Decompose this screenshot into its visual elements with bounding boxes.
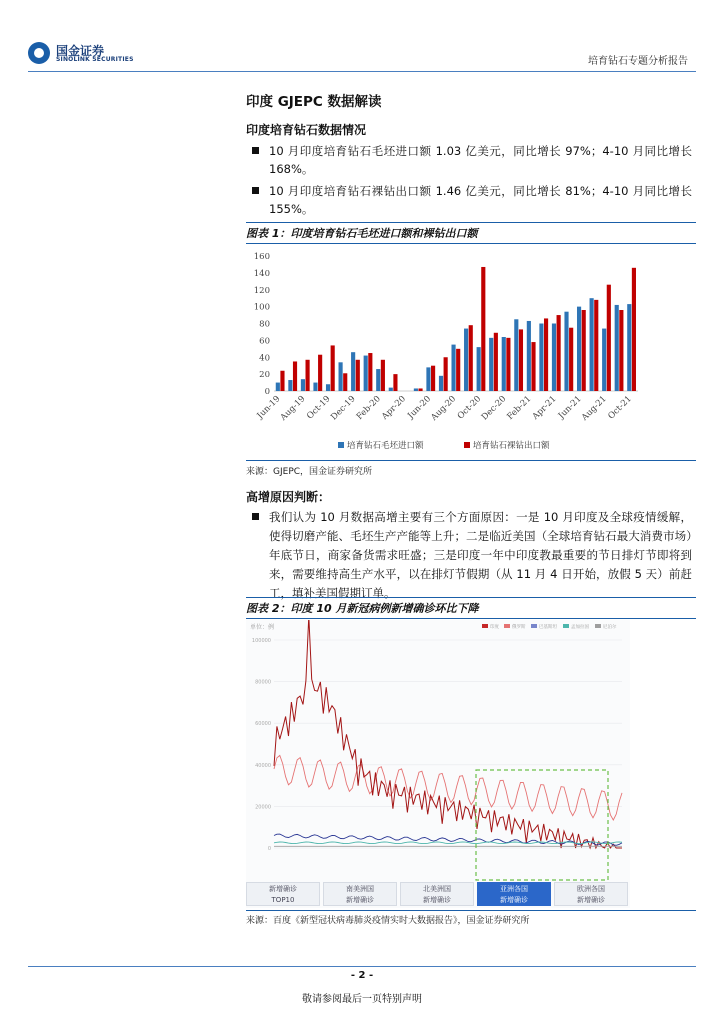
bar-polished-export	[569, 328, 573, 391]
x-tick-label: Feb-20	[354, 394, 383, 423]
legend-swatch	[338, 442, 344, 448]
logo-icon	[28, 42, 50, 64]
bullet-item: 我们认为 10 月数据高增主要有三个方面原因：一是 10 月印度及全球疫情缓解，使得切磨产能、毛坯生产产能等上升；二是临近美国（全球培育钻石最大消费市场）年底节日，商家备货需求旺盛；三是印度一年中印度教最重要的节日排灯节即将到来，需要维持高生产水平，以在排灯节假期（从 11 月 4 日开始，放假 5 天）前赶工，填补美国假期订单。	[246, 508, 692, 603]
bar-polished-export	[557, 315, 561, 391]
bar-rough-import	[439, 376, 443, 391]
bar-polished-export	[494, 333, 498, 391]
x-tick-label: Aug-21	[579, 394, 609, 423]
y-tick-label: 0	[267, 846, 271, 852]
bar-rough-import	[564, 312, 568, 391]
figure-bottom-rule	[246, 910, 696, 911]
bar-polished-export	[544, 318, 548, 391]
x-tick-label: Oct-19	[305, 394, 333, 422]
x-tick-label: Jun-20	[406, 394, 434, 421]
bar-rough-import	[514, 319, 518, 391]
tab-top10[interactable]: 新增确诊 TOP10	[246, 882, 320, 906]
report-title: 培育钻石专题分析报告	[588, 56, 688, 67]
company-logo	[28, 42, 138, 68]
bar-polished-export	[607, 285, 611, 391]
bar-polished-export	[280, 371, 284, 391]
legend-label: 孟加拉国	[571, 625, 589, 630]
figure-2-source: 来源：百度《新型冠状病毒肺炎疫情实时大数据报告》，国金证券研究所	[246, 916, 530, 926]
y-tick-label: 160	[253, 252, 270, 262]
bullet-square-icon	[252, 187, 259, 194]
bullet-square-icon	[252, 513, 259, 520]
bar-polished-export	[531, 342, 535, 391]
figure-2-title: 图表 2：印度 10 月新冠病例新增确诊环比下降	[246, 602, 479, 615]
highlight-box	[476, 770, 608, 880]
legend-swatch	[563, 624, 569, 628]
bar-rough-import	[451, 345, 455, 391]
bar-polished-export	[619, 310, 623, 391]
y-tick-label: 40	[259, 353, 270, 364]
bar-rough-import	[615, 305, 619, 391]
legend-label: 尼泊尔	[603, 625, 617, 630]
y-tick-label: 80	[259, 319, 270, 330]
bar-polished-export	[519, 329, 523, 391]
legend-label: 培育钻石裸钻出口额	[473, 441, 550, 451]
figure-top-rule	[246, 222, 696, 223]
bar-rough-import	[276, 383, 280, 391]
bar-rough-import	[426, 367, 430, 391]
x-tick-label: Apr-21	[530, 394, 559, 422]
subsection-title-reasons: 高增原因判断：	[246, 490, 331, 504]
legend-swatch	[464, 442, 470, 448]
x-tick-label: Dec-20	[479, 394, 509, 423]
bar-rough-import	[313, 383, 317, 391]
x-tick-label: Aug-19	[278, 394, 308, 423]
subsection-title-data: 印度培育钻石数据情况	[246, 123, 367, 137]
logo-text-en: SINOLINK SECURITIES	[56, 56, 134, 63]
bar-chart	[246, 246, 692, 458]
bar-rough-import	[477, 347, 481, 391]
bar-polished-export	[306, 360, 310, 391]
figure-top-rule	[246, 597, 696, 598]
x-tick-label: Jun-19	[255, 394, 283, 421]
bar-rough-import	[502, 337, 506, 391]
legend-label: 俄罗斯	[512, 625, 526, 630]
legend-label: 培育钻石毛坯进口额	[347, 441, 424, 451]
series-line-india	[274, 620, 622, 848]
bar-rough-import	[602, 329, 606, 391]
tab-asia[interactable]: 亚洲各国 新增确诊	[477, 882, 551, 906]
bar-polished-export	[331, 345, 335, 391]
bullet-square-icon	[252, 147, 259, 154]
bar-polished-export	[594, 300, 598, 391]
x-tick-label: Dec-19	[329, 394, 358, 423]
bar-rough-import	[339, 362, 343, 391]
logo-text-cn: 国金证券	[56, 44, 105, 58]
legend-swatch	[531, 624, 537, 628]
figure-1-source: 来源：GJEPC，国金证券研究所	[246, 467, 373, 477]
bar-rough-import	[577, 307, 581, 391]
page-number: - 2 -	[350, 970, 374, 981]
bar-polished-export	[418, 388, 422, 391]
legend-swatch	[595, 624, 601, 628]
y-tick-label: 80000	[255, 679, 271, 686]
region-tabs	[246, 882, 630, 908]
y-tick-label: 100000	[251, 638, 271, 644]
y-tick-label: 60	[259, 336, 270, 347]
bar-polished-export	[469, 325, 473, 391]
bar-polished-export	[582, 310, 586, 391]
x-tick-label: Feb-21	[505, 394, 534, 423]
section-title: 印度 GJEPC 数据解读	[246, 94, 382, 110]
legend-label: 印度	[490, 625, 499, 630]
figure-1-title: 图表 1：印度培育钻石毛坯进口额和裸钻出口额	[246, 227, 478, 240]
bar-polished-export	[356, 360, 360, 391]
x-tick-label: Oct-21	[606, 394, 634, 422]
bar-rough-import	[364, 356, 368, 391]
y-tick-label: 140	[253, 268, 270, 279]
covid-chart-panel	[246, 620, 630, 908]
legend-swatch	[504, 624, 510, 628]
bar-polished-export	[343, 373, 347, 391]
bar-rough-import	[288, 380, 292, 391]
unit-label: 单位：例	[250, 624, 275, 631]
bar-polished-export	[506, 338, 510, 391]
x-tick-label: Apr-20	[380, 394, 408, 422]
y-tick-label: 20	[259, 370, 270, 381]
bar-polished-export	[481, 267, 485, 391]
tab-europe[interactable]: 欧洲各国 新增确诊	[554, 882, 628, 906]
legend-swatch	[482, 624, 488, 628]
tab-south-america[interactable]: 南美洲国 新增确诊	[323, 882, 397, 906]
bar-polished-export	[431, 366, 435, 391]
y-tick-label: 100	[253, 302, 270, 313]
bar-polished-export	[444, 357, 448, 391]
bar-polished-export	[456, 349, 460, 391]
bar-polished-export	[368, 353, 372, 391]
bar-rough-import	[326, 384, 330, 391]
x-tick-label: Aug-20	[429, 394, 459, 423]
bar-rough-import	[464, 329, 468, 391]
bar-rough-import	[376, 369, 380, 391]
bar-rough-import	[414, 388, 418, 391]
y-tick-label: 20000	[255, 804, 271, 811]
bar-polished-export	[632, 268, 636, 391]
bar-rough-import	[539, 324, 543, 392]
bar-rough-import	[627, 304, 631, 391]
bar-rough-import	[351, 352, 355, 391]
y-tick-label: 40000	[255, 762, 271, 769]
x-tick-label: Oct-20	[455, 394, 484, 422]
bullet-item: 10 月印度培育钻石裸钻出口额 1.46 亿美元，同比增长 81%；4-10 月同比增长 155%。	[246, 182, 692, 218]
x-tick-label: Jun-21	[556, 394, 584, 421]
header-divider	[28, 71, 696, 72]
bar-rough-import	[552, 324, 556, 392]
bar-rough-import	[389, 388, 393, 391]
bar-rough-import	[527, 321, 531, 391]
covid-line-chart	[246, 620, 630, 882]
figure-title-rule	[246, 243, 696, 244]
disclaimer-note: 敬请参阅最后一页特别声明	[302, 994, 422, 1005]
bar-polished-export	[293, 361, 297, 391]
y-tick-label: 0	[264, 387, 270, 397]
series-line-bangladesh	[274, 842, 622, 844]
legend-label: 巴基斯坦	[539, 625, 557, 630]
bullet-item: 10 月印度培育钻石毛坯进口额 1.03 亿美元，同比增长 97%；4-10 月同比增长 168%。	[246, 142, 692, 178]
figure-bottom-rule	[246, 460, 696, 461]
tab-north-america[interactable]: 北美洲国 新增确诊	[400, 882, 474, 906]
figure-title-rule	[246, 618, 696, 619]
bar-polished-export	[381, 360, 385, 391]
footer-divider	[28, 966, 696, 967]
bar-polished-export	[393, 374, 397, 391]
y-tick-label: 60000	[255, 721, 271, 728]
y-tick-label: 120	[253, 285, 270, 296]
bar-polished-export	[318, 355, 322, 391]
bar-rough-import	[301, 379, 305, 391]
bar-rough-import	[489, 338, 493, 391]
bar-rough-import	[590, 298, 594, 391]
